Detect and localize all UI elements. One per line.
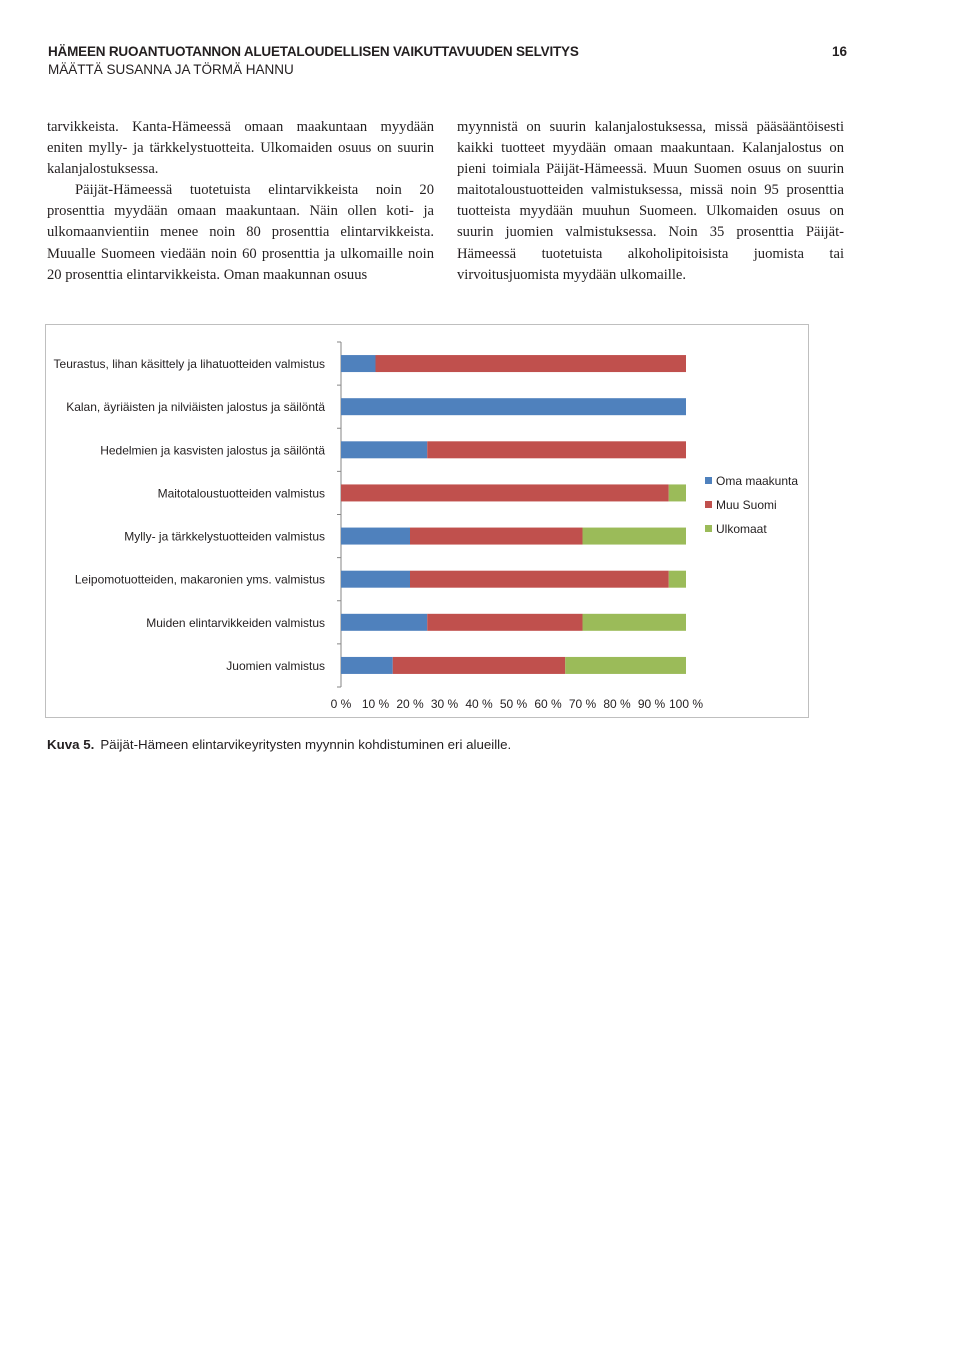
paragraph: Päijät-Hämeessä tuotetuista elintarvikkeista noin 20 prosenttia myydään omaan maakuntaan. Näin ollen koti- ja ulkomaanvientiin menee noin 80 prosenttia elintarvikkeista. Muualle Suomeen viedään noin 60 prosenttia ja ulkomaille noin 20 prosenttia elintarvikkeista. Oman maakunnan osuus [47, 182, 434, 283]
bar-segment-muu-suomi [393, 657, 566, 674]
category-label: Leipomotuotteiden, makaronien yms. valmistus [74, 572, 325, 587]
bar-segment-ulkomaat [565, 657, 686, 674]
category-label: Mylly- ja tärkkelystuotteiden valmistus [124, 529, 325, 544]
page-number: 16 [832, 44, 848, 59]
category-label: Teurastus, lihan käsittely ja lihatuotteiden valmistus [53, 357, 325, 372]
bar-segment-ulkomaat [669, 484, 686, 501]
bar-segment-oma-maakunta [341, 614, 427, 631]
bar-segment-muu-suomi [427, 614, 582, 631]
x-tick-label: 60 % [534, 697, 562, 711]
category-label: Kalan, äyriäisten ja nilviäisten jalostus ja säilöntä [66, 400, 325, 415]
legend-swatch [705, 477, 712, 484]
category-label: Juomien valmistus [226, 658, 325, 673]
legend-swatch [705, 525, 712, 532]
caption-text: Päijät-Hämeen elintarvikeyritysten myynnin kohdistuminen eri alueille. [100, 737, 512, 752]
figure-caption [47, 737, 511, 752]
bar-segment-ulkomaat [583, 528, 687, 545]
category-label: Hedelmien ja kasvisten jalostus ja säilöntä [100, 443, 325, 458]
x-tick-label: 90 % [637, 697, 666, 711]
bar-segment-oma-maakunta [341, 571, 410, 588]
bar-segment-muu-suomi [410, 571, 669, 588]
bar-segment-oma-maakunta [341, 528, 410, 545]
bar-segment-muu-suomi [427, 441, 686, 458]
category-label: Maitotaloustuotteiden valmistus [157, 486, 325, 501]
bar-segment-oma-maakunta [341, 355, 376, 372]
x-tick-label: 10 % [361, 697, 390, 711]
x-tick-label: 30 % [430, 697, 459, 711]
x-tick-label: 80 % [603, 697, 631, 711]
legend-label: Ulkomaat [716, 522, 767, 536]
bar-segment-ulkomaat [669, 571, 686, 588]
category-label: Muiden elintarvikkeiden valmistus [146, 615, 325, 630]
paragraph: myynnistä on suurin kalanjalostuksessa, missä pääsääntöisesti kaikki tuotteet myydään omaan maakuntaan. Kalanjalostus on pieni toimiala Päijät-Hämeessä. Muun Suomen osuus on suurin maitotaloustuotteiden valmistuksessa, missä noin 95 prosenttia tuotteista myydään muuhun Suomeen. Ulkomaiden osuus on suurin juomien valmistuksessa. Noin 35 prosenttia Päijät-Hämeessä tuotetuista alkoholipitoisista juomista tai virvoitusjuomista myydään ulkomaille. [457, 119, 844, 283]
bar-segment-muu-suomi [376, 355, 687, 372]
report-title: HÄMEEN RUOANTUOTANNON ALUETALOUDELLISEN VAIKUTTAVUUDEN SELVITYS [48, 44, 579, 59]
bar-segment-muu-suomi [341, 484, 669, 501]
legend-label: Muu Suomi [716, 498, 777, 512]
legend-label: Oma maakunta [716, 474, 799, 488]
legend-swatch [705, 501, 712, 508]
x-tick-label: 20 % [396, 697, 424, 711]
paragraph: tarvikkeista. Kanta-Hämeessä omaan maakuntaan myydään eniten mylly- ja tärkkelystuotteita. Ulkomaiden osuus on suurin kalanjalostuksessa. [47, 119, 434, 178]
caption-label: Kuva 5. [47, 737, 95, 752]
bar-segment-muu-suomi [410, 528, 583, 545]
x-tick-label: 100 % [668, 697, 704, 711]
bar-segment-oma-maakunta [341, 441, 427, 458]
bar-segment-oma-maakunta [341, 657, 393, 674]
bar-segment-oma-maakunta [341, 398, 686, 415]
x-tick-label: 40 % [465, 697, 493, 711]
x-tick-label: 0 % [330, 697, 352, 711]
x-tick-label: 50 % [499, 697, 528, 711]
x-tick-label: 70 % [568, 697, 597, 711]
bar-segment-ulkomaat [583, 614, 687, 631]
report-authors: MÄÄTTÄ SUSANNA JA TÖRMÄ HANNU [48, 62, 294, 77]
